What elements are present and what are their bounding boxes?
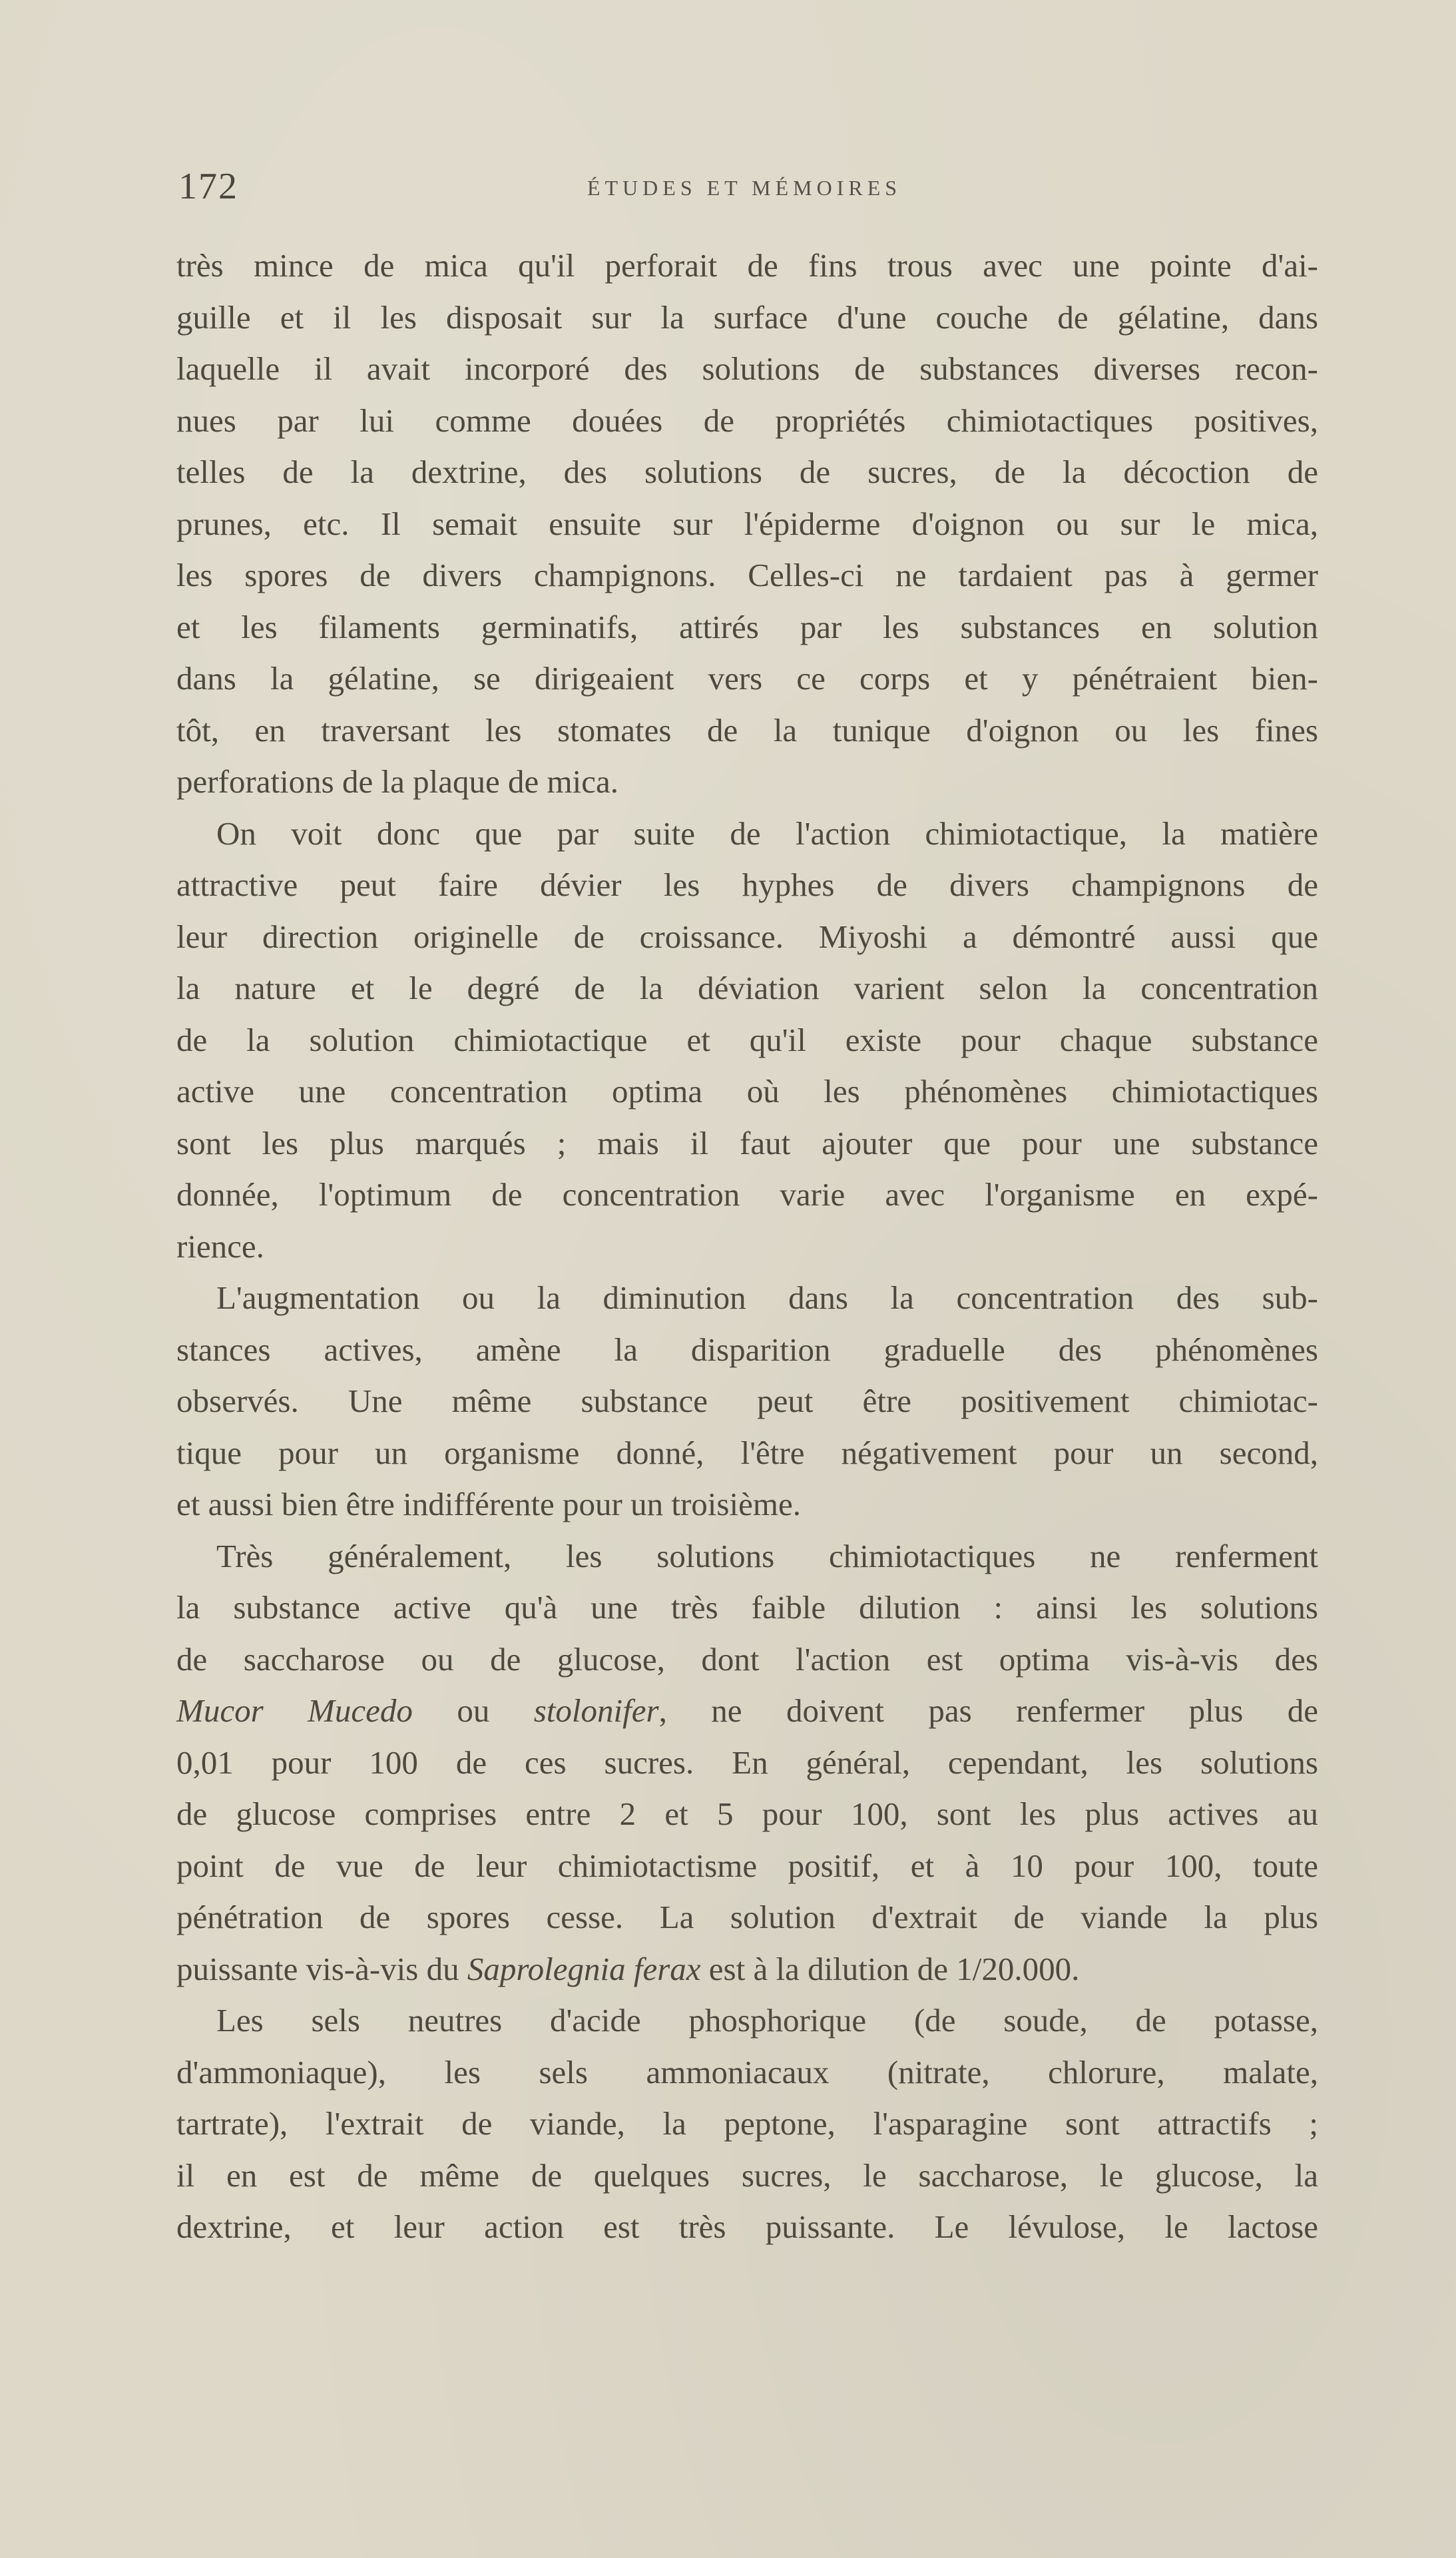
text-line: 0,01 pour 100 de ces sucres. En général, cependant, les solutions — [176, 1744, 1318, 1781]
text-line-with-italics — [176, 1685, 1318, 1737]
text-line: et aussi bien être indifférente pour un troisième. — [176, 1486, 801, 1522]
paragraph-start-line: Très généralement, les solutions chimiotactiques ne renferment — [216, 1537, 1318, 1574]
text-line: et les filaments germinatifs, attirés par les substances en solution — [176, 608, 1318, 645]
paragraph-start-line: Les sels neutres d'acide phosphorique (de soude, de potasse, — [216, 2002, 1318, 2039]
text-line: d'ammoniaque), les sels ammoniacaux (nitrate, chlorure, malate, — [176, 2053, 1318, 2090]
text-line: rience. — [176, 1227, 264, 1265]
text-line: stances actives, amène la disparition graduelle des phénomènes — [176, 1331, 1318, 1368]
text-line: les spores de divers champignons. Celles-ci ne tardaient pas à germer — [176, 557, 1318, 593]
text-line: leur direction originelle de croissance. Miyoshi a démontré aussi que — [176, 918, 1318, 955]
text-line: active une concentration optima où les phénomènes chimiotactiques — [176, 1073, 1318, 1110]
text-line: observés. Une même substance peut être positivement chimiotac- — [176, 1383, 1318, 1419]
text-line: tartrate), l'extrait de viande, la peptone, l'asparagine sont attractifs ; — [176, 2105, 1318, 2142]
text-line: laquelle il avait incorporé des solutions de substances diverses recon- — [176, 350, 1318, 387]
text-line: telles de la dextrine, des solutions de sucres, de la décoction de — [176, 454, 1318, 490]
text-line: il en est de même de quelques sucres, le saccharose, le glucose, la — [176, 2156, 1318, 2194]
page-header — [178, 165, 1310, 212]
text-line: perforations de la plaque de mica. — [176, 763, 618, 800]
species-name: Saprolegnia ferax — [467, 1950, 701, 1987]
paragraph-start-line: On voit donc que par suite de l'action chimiotactique, la matière — [216, 814, 1318, 852]
text-line: tôt, en traversant les stomates de la tunique d'oignon ou les fines — [176, 711, 1318, 749]
text-line: nues par lui comme douées de propriétés chimiotactiques positives, — [176, 402, 1318, 439]
text-line-with-italics — [176, 1943, 1318, 1995]
text-line: prunes, etc. Il semait ensuite sur l'épiderme d'oignon ou sur le mica, — [176, 505, 1318, 542]
page-number: 172 — [178, 166, 238, 207]
text-line: de la solution chimiotactique et qu'il existe pour chaque substance — [176, 1021, 1318, 1058]
text-line: guille et il les disposait sur la surface d'une couche de gélatine, dans — [176, 298, 1318, 336]
running-title: ÉTUDES ET MÉMOIRES — [587, 176, 902, 200]
text-fragment: ou — [412, 1692, 534, 1729]
text-line: pénétration de spores cesse. La solution d'extrait de viande la plus — [176, 1899, 1318, 1935]
text-line: la substance active qu'à une très faible dilution : ainsi les solutions — [176, 1589, 1318, 1626]
text-fragment: , ne doivent pas renfermer plus de — [658, 1692, 1319, 1729]
paragraph-start-line: L'augmentation ou la diminution dans la concentration des sub- — [216, 1279, 1318, 1316]
body-text — [176, 240, 1318, 2253]
text-fragment: est à la dilution de 1/20.000. — [700, 1950, 1080, 1987]
text-line: de saccharose ou de glucose, dont l'action est optima vis-à-vis des — [176, 1640, 1318, 1678]
text-line: de glucose comprises entre 2 et 5 pour 100, sont les plus actives au — [176, 1795, 1318, 1832]
species-name: Mucor Mucedo — [176, 1692, 413, 1729]
text-line: point de vue de leur chimiotactisme positif, et à 10 pour 100, toute — [176, 1847, 1318, 1884]
text-line: sont les plus marqués ; mais il faut ajouter que pour une substance — [176, 1124, 1318, 1161]
text-line: donnée, l'optimum de concentration varie avec l'organisme en expé- — [176, 1176, 1318, 1213]
text-fragment: puissante vis-à-vis du — [176, 1950, 467, 1987]
text-line: dextrine, et leur action est très puissante. Le lévulose, le lactose — [176, 2208, 1318, 2245]
species-name: stolonifer — [533, 1692, 659, 1729]
text-line: très mince de mica qu'il perforait de fins trous avec une pointe d'ai- — [176, 247, 1318, 284]
text-line: la nature et le degré de la déviation varient selon la concentration — [176, 970, 1318, 1006]
text-line: dans la gélatine, se dirigeaient vers ce corps et y pénétraient bien- — [176, 660, 1318, 697]
text-line: tique pour un organisme donné, l'être négativement pour un second, — [176, 1434, 1318, 1471]
text-line: attractive peut faire dévier les hyphes de divers champignons de — [176, 866, 1318, 903]
